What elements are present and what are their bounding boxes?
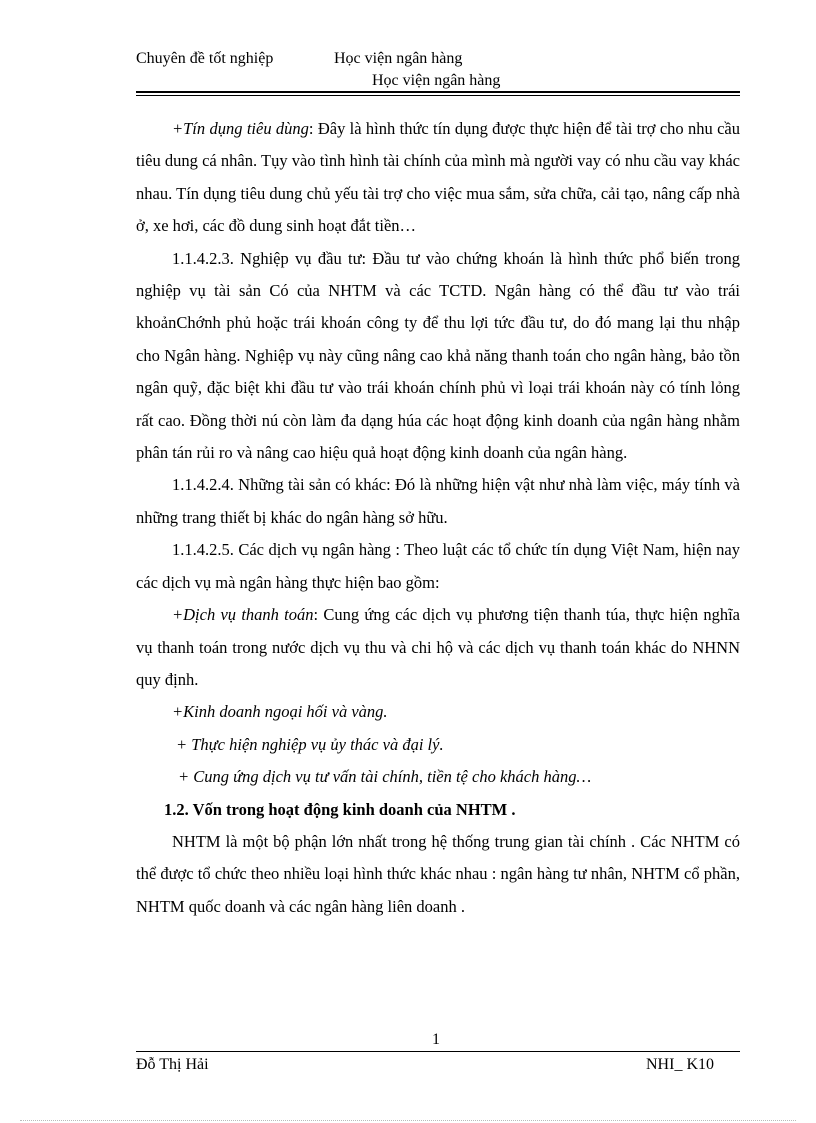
paragraph-investment: 1.1.4.2.3. Nghiệp vụ đầu tư: Đầu tư vào chứng khoán là hình thức phổ biến trong nghiệp vụ tài sản Có của NHTM và các TCTD. Ngân hàng có thể đầu tư vào trái khoảnChớnh phủ hoặc trái khoán công ty để thu lợi tức đầu tư, do đó mang lại thu nhập cho Ngân hàng. Nghiệp vụ này cũng nâng cao khả năng thanh toán cho ngân hàng, bảo tồn ngân quỹ, đặc biệt khi đầu tư vào trái khoán chính phủ vì loại trái khoán này có tính lỏng rất cao. Đồng thời nú còn làm đa dạng húa các hoạt động kinh doanh của ngân hàng nhằm phân tán rủi ro và nâng cao hiệu quả hoạt động kinh doanh của ngân hàng. (136, 248, 740, 463)
paragraph-consumer-credit (136, 113, 740, 243)
payment-services-text: : Cung ứng các dịch vụ phương tiện thanh túa, thực hiện nghĩa vụ thanh toán trong nước dịch vụ thu và chi hộ và các dịch vụ thanh toán khác do NHNN quy định. (136, 605, 740, 689)
paragraph-nhtm: NHTM là một bộ phận lớn nhất trong hệ thống trung gian tài chính . Các NHTM có thể được tổ chức theo nhiều loại hình thức khác nhau : ngân hàng tư nhân, NHTM cổ phần, NHTM quốc doanh và các ngân hàng liên doanh . (136, 831, 740, 916)
consumer-credit-label: +Tín dụng tiêu dùng (172, 119, 309, 138)
paragraph-other-assets: 1.1.4.2.4. Những tài sản có khác: Đó là những hiện vật như nhà làm việc, máy tính và những trang thiết bị khác do ngân hàng sở hữu. (136, 475, 740, 527)
paragraph-forex: +Kinh doanh ngoại hối và vàng. (172, 702, 388, 722)
header-rule-thin (136, 95, 740, 96)
consumer-credit-text: : Đây là hình thức tín dụng được thực hiện để tài trợ cho nhu cầu tiêu dung cá nhân. Tụy vào tình hình tài chính của mình mà người vay có nhu cầu vay khác nhau. Tín dụng tiêu dung chủ yếu tài trợ cho việc mua sắm, sửa chữa, cải tạo, nâng cấp nhà ở, xe hơi, các đồ dung sinh hoạt đắt tiền… (136, 119, 740, 236)
footer-class-code: NHI_ K10 (646, 1056, 714, 1073)
document-body (136, 113, 740, 923)
header-line-2: Học viện ngân hàng (372, 72, 501, 89)
paragraph-payment-services (136, 599, 740, 696)
paragraph-bank-services: 1.1.4.2.5. Các dịch vụ ngân hàng : Theo luật các tổ chức tín dụng Việt Nam, hiện nay các dịch vụ mà ngân hàng thực hiện bao gồm: (136, 540, 740, 592)
header-left: Chuyên đề tốt nghiệp (136, 50, 274, 67)
page-bottom-dotted-border (20, 1120, 796, 1121)
footer-rule (136, 1051, 740, 1052)
footer-author: Đỗ Thị Hải (136, 1056, 209, 1073)
paragraph-advisory: + Cung ứng dịch vụ tư vấn tài chính, tiền tệ cho khách hàng… (178, 767, 592, 787)
paragraph-trust: + Thực hiện nghiệp vụ ủy thác và đại lý. (176, 734, 444, 754)
page-number: 1 (432, 1031, 440, 1048)
header-right: Học viện ngân hàng (334, 50, 463, 67)
payment-services-label: +Dịch vụ thanh toán (172, 605, 314, 625)
header-rule-thick (136, 91, 740, 93)
section-heading: 1.2. Vốn trong hoạt động kinh doanh của NHTM . (164, 799, 516, 819)
header-line-1 (136, 50, 463, 68)
